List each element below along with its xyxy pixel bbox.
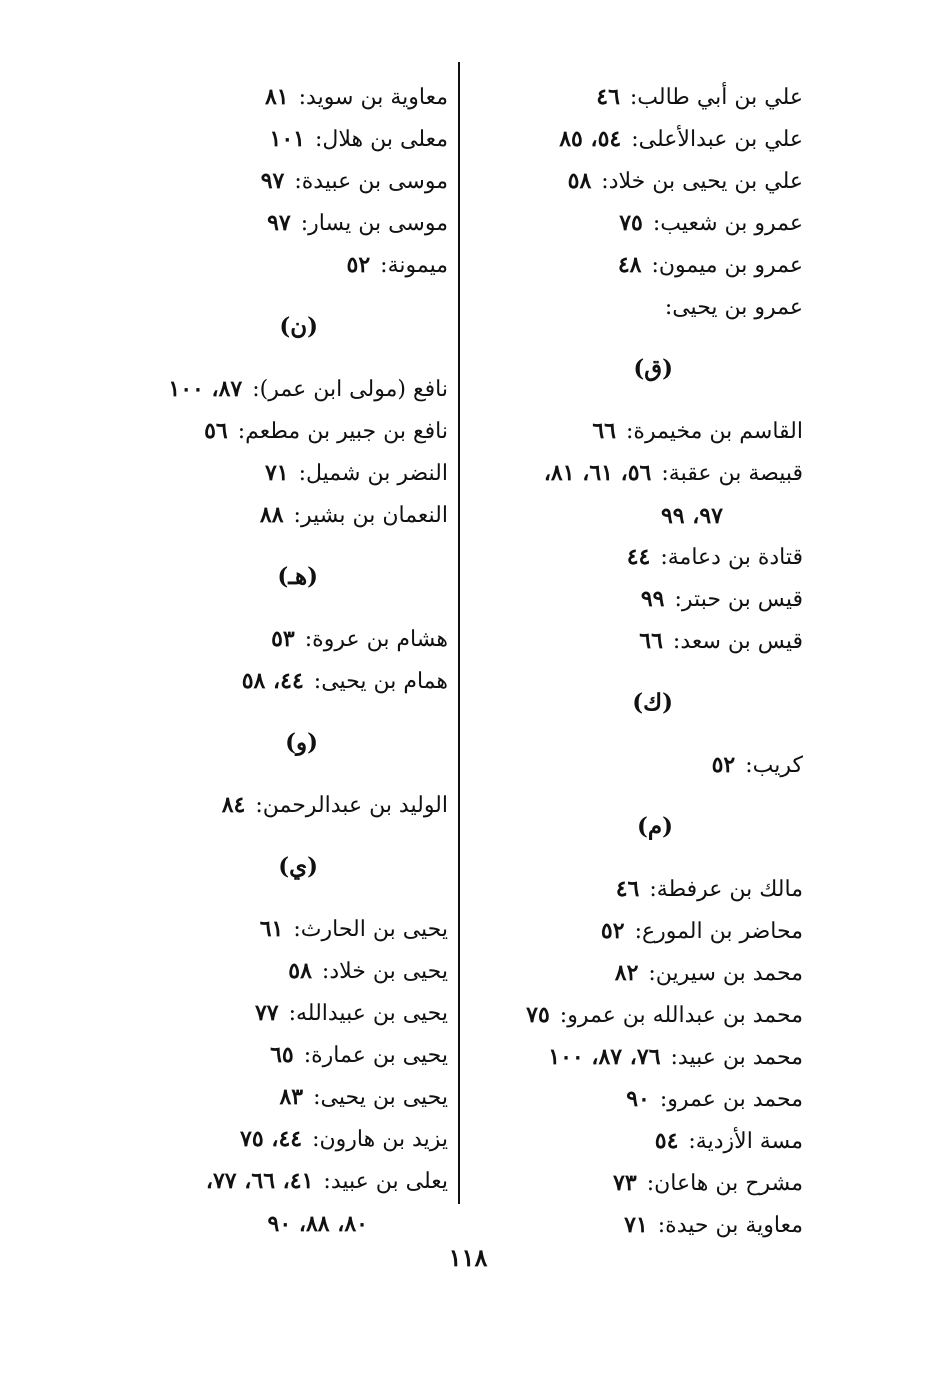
index-entry bbox=[98, 1034, 448, 1076]
entry-name: معلى بن هلال: bbox=[315, 127, 448, 152]
entry-name: النضر بن شميل: bbox=[298, 461, 448, 486]
entry-name: محمد بن عمرو: bbox=[659, 1087, 803, 1112]
entry-page-refs: ٥٨ bbox=[567, 168, 592, 194]
entry-name: علي بن عبدالأعلى: bbox=[631, 127, 803, 152]
index-entry bbox=[443, 1078, 803, 1120]
entry-name: يحيى بن يحيى: bbox=[313, 1085, 448, 1110]
index-entry bbox=[98, 244, 448, 286]
index-entry-line bbox=[168, 377, 448, 402]
index-entry-line bbox=[288, 959, 448, 984]
entry-page-refs: ٤٤ bbox=[626, 544, 651, 570]
section-letter-heading: (ك) bbox=[632, 689, 673, 716]
index-entry bbox=[98, 202, 448, 244]
entry-name: علي بن أبي طالب: bbox=[629, 85, 803, 110]
index-column-left bbox=[98, 76, 448, 1244]
index-entry-line bbox=[619, 211, 803, 236]
index-entry bbox=[98, 660, 448, 702]
entry-page-refs: ٤٤، ٥٨ bbox=[241, 668, 304, 694]
entry-page-refs: ٤١، ٦٦، ٧٧، bbox=[205, 1168, 314, 1194]
index-entry bbox=[98, 618, 448, 660]
index-entry-line bbox=[627, 545, 803, 570]
entry-name: مشرح بن هاعان: bbox=[646, 1171, 803, 1196]
entry-name: نافع (مولى ابن عمر): bbox=[252, 377, 448, 402]
index-entry bbox=[98, 410, 448, 452]
index-entry bbox=[443, 160, 803, 202]
index-entry bbox=[443, 410, 803, 452]
entry-page-refs: ٥٢ bbox=[711, 752, 736, 778]
index-entry-line bbox=[592, 419, 803, 444]
entry-name: محمد بن عبدالله بن عمرو: bbox=[559, 1003, 803, 1028]
entry-name: عمرو بن ميمون: bbox=[651, 253, 803, 278]
index-entry bbox=[443, 244, 803, 286]
index-entry-line bbox=[624, 1213, 803, 1238]
entry-page-refs: ٧٥ bbox=[619, 210, 643, 236]
index-entry-line bbox=[279, 1085, 448, 1110]
index-entry-line bbox=[347, 253, 448, 278]
entry-name: قبيصة بن عقبة: bbox=[661, 461, 803, 486]
entry-name: محمد بن عبيد: bbox=[670, 1045, 803, 1070]
index-entry bbox=[443, 620, 803, 662]
index-entry-line bbox=[98, 1160, 448, 1203]
entry-page-refs: ١٠١ bbox=[269, 126, 305, 152]
entry-page-refs: ٨٢ bbox=[614, 960, 639, 986]
index-entry-line bbox=[265, 461, 448, 486]
entry-name: موسى بن عبيدة: bbox=[294, 169, 448, 194]
entry-page-refs: ٨٨ bbox=[259, 502, 284, 528]
index-entry-line bbox=[559, 127, 803, 152]
index-entry-line bbox=[568, 169, 803, 194]
section-letter-heading: (ن) bbox=[279, 313, 318, 340]
index-entry bbox=[443, 286, 803, 328]
index-entry-line bbox=[526, 1003, 803, 1028]
index-entry bbox=[443, 1036, 803, 1078]
index-entry bbox=[443, 452, 803, 536]
entry-page-refs: ٩٠ bbox=[626, 1086, 650, 1112]
index-entry bbox=[98, 1076, 448, 1118]
entry-page-refs: ٥٤ bbox=[654, 1128, 679, 1154]
index-entry-line bbox=[641, 587, 803, 612]
section-letter-heading: (ق) bbox=[633, 355, 673, 382]
entry-page-refs: ٨١ bbox=[264, 84, 289, 110]
entry-name: مسة الأزدية: bbox=[688, 1129, 803, 1154]
index-entry-line bbox=[548, 1045, 803, 1070]
entry-name: محمد بن سيرين: bbox=[648, 961, 803, 986]
entry-name: هشام بن عروة: bbox=[304, 627, 448, 652]
entry-page-refs: ٤٦ bbox=[596, 84, 620, 110]
index-entry bbox=[443, 868, 803, 910]
entry-name: معاوية بن سويد: bbox=[298, 85, 448, 110]
index-entry-line bbox=[655, 1129, 803, 1154]
index-entry-line bbox=[240, 1127, 448, 1152]
entry-name: مالك بن عرفطة: bbox=[649, 877, 803, 902]
index-entry-line bbox=[242, 669, 448, 694]
index-entry-line bbox=[261, 169, 448, 194]
index-entry bbox=[443, 994, 803, 1036]
section-letter-heading: (و) bbox=[285, 729, 318, 756]
entry-page-refs: ٦١ bbox=[259, 916, 284, 942]
entry-page-refs: ٨٧، ١٠٠ bbox=[168, 376, 243, 402]
entry-page-refs: ٥٢ bbox=[346, 252, 371, 278]
index-entry bbox=[443, 910, 803, 952]
index-entry bbox=[443, 536, 803, 578]
entry-name: النعمان بن بشير: bbox=[293, 503, 448, 528]
entry-page-refs: ٧١ bbox=[624, 1212, 648, 1238]
index-entry-line bbox=[270, 127, 448, 152]
index-entry-line bbox=[271, 627, 448, 652]
entry-name: يعلى بن عبيد: bbox=[323, 1169, 448, 1194]
entry-page-refs: ٤٦ bbox=[615, 876, 640, 902]
index-entry-line bbox=[639, 629, 803, 654]
index-entry bbox=[98, 494, 448, 536]
entry-page-refs: ٥٨ bbox=[288, 958, 312, 984]
entry-page-refs: ٥٦، ٦١، ٨١، bbox=[543, 460, 652, 486]
index-entry bbox=[443, 1162, 803, 1204]
entry-name: كريب: bbox=[745, 753, 803, 778]
section-letter-heading: (ي) bbox=[278, 853, 318, 880]
index-entry bbox=[443, 952, 803, 994]
index-entry-line bbox=[616, 877, 803, 902]
index-entry bbox=[98, 784, 448, 826]
index-entry-line bbox=[655, 295, 803, 320]
index-entry-line bbox=[618, 253, 803, 278]
entry-page-refs: ٦٦ bbox=[592, 418, 616, 444]
index-entry bbox=[98, 950, 448, 992]
index-column-right bbox=[443, 76, 803, 1246]
section-letter-heading: (هـ) bbox=[277, 563, 318, 590]
page-number: ١١٨ bbox=[448, 1243, 488, 1272]
index-entry bbox=[443, 578, 803, 620]
index-entry bbox=[98, 908, 448, 950]
index-entry bbox=[98, 368, 448, 410]
entry-name: عمرو بن شعيب: bbox=[652, 211, 803, 236]
index-entry-line bbox=[260, 503, 448, 528]
entry-page-refs: ٥٦ bbox=[204, 418, 228, 444]
index-entry bbox=[98, 1160, 448, 1244]
index-entry-line bbox=[626, 1087, 803, 1112]
entry-name: عمرو بن يحيى: bbox=[664, 295, 803, 320]
index-entry-line bbox=[443, 452, 803, 495]
entry-page-refs: ٤٨ bbox=[617, 252, 642, 278]
entry-name: يحيى بن الحارث: bbox=[293, 917, 448, 942]
entry-page-refs: ٧٦، ٨٧، ١٠٠ bbox=[548, 1044, 661, 1070]
entry-page-refs: ٦٥ bbox=[270, 1042, 294, 1068]
entry-name: قتادة بن دعامة: bbox=[660, 545, 803, 570]
entry-name: يحيى بن عبيدالله: bbox=[288, 1001, 448, 1026]
entry-page-refs: ٥٣ bbox=[271, 626, 295, 652]
index-entry-line bbox=[260, 917, 448, 942]
index-entry-line bbox=[601, 919, 803, 944]
entry-page-refs: ٧٣ bbox=[613, 1170, 637, 1196]
index-entry bbox=[98, 1118, 448, 1160]
index-entry-line bbox=[613, 1171, 803, 1196]
index-entry bbox=[98, 992, 448, 1034]
index-entry-line bbox=[712, 753, 803, 778]
index-entry bbox=[98, 452, 448, 494]
entry-page-refs: ٨٤ bbox=[221, 792, 246, 818]
entry-page-refs: ٩٧ bbox=[267, 210, 291, 236]
entry-name: نافع بن جبير بن مطعم: bbox=[237, 419, 448, 444]
column-divider bbox=[458, 62, 460, 1204]
entry-name: قيس بن حبتر: bbox=[674, 587, 803, 612]
entry-page-refs-continued: ٩٧، ٩٩ bbox=[660, 503, 723, 529]
entry-name: يحيى بن عمارة: bbox=[303, 1043, 448, 1068]
index-entry bbox=[98, 76, 448, 118]
index-entry bbox=[443, 1204, 803, 1246]
index-entry-line bbox=[270, 1043, 448, 1068]
entry-page-refs: ٧٧ bbox=[254, 1000, 279, 1026]
entry-page-refs: ٧١ bbox=[264, 460, 289, 486]
index-entry-line bbox=[204, 419, 448, 444]
index-entry bbox=[443, 202, 803, 244]
entry-page-refs: ٥٤، ٨٥ bbox=[559, 126, 622, 152]
entry-name: قيس بن سعد: bbox=[672, 629, 803, 654]
index-entry bbox=[443, 744, 803, 786]
entry-name: علي بن يحيى بن خلاد: bbox=[601, 169, 803, 194]
entry-page-refs: ٨٣ bbox=[279, 1084, 304, 1110]
entry-name: ميمونة: bbox=[380, 253, 448, 278]
index-entry bbox=[98, 160, 448, 202]
entry-name: محاضر بن المورع: bbox=[634, 919, 803, 944]
entry-name: موسى بن يسار: bbox=[300, 211, 448, 236]
index-entry bbox=[98, 118, 448, 160]
entry-page-refs-continued: ٨٠، ٨٨، ٩٠ bbox=[267, 1211, 368, 1237]
entry-name: معاوية بن حيدة: bbox=[657, 1213, 803, 1238]
entry-name: همام بن يحيى: bbox=[313, 669, 448, 694]
index-entry-line bbox=[222, 793, 448, 818]
index-entry-line bbox=[265, 85, 448, 110]
section-letter-heading: (م) bbox=[636, 813, 673, 840]
entry-page-refs: ٩٩ bbox=[640, 586, 665, 612]
index-entry-line bbox=[596, 85, 803, 110]
entry-page-refs: ٧٥ bbox=[526, 1002, 550, 1028]
index-entry bbox=[443, 1120, 803, 1162]
index-entry bbox=[443, 118, 803, 160]
entry-page-refs: ٥٢ bbox=[600, 918, 625, 944]
entry-page-refs: ٦٦ bbox=[639, 628, 663, 654]
entry-page-refs: ٩٧ bbox=[260, 168, 285, 194]
entry-name: الوليد بن عبدالرحمن: bbox=[255, 793, 448, 818]
entry-name: يحيى بن خلاد: bbox=[321, 959, 448, 984]
index-entry-line bbox=[267, 211, 448, 236]
index-entry-line bbox=[615, 961, 803, 986]
entry-page-refs: ٤٤، ٧٥ bbox=[240, 1126, 303, 1152]
entry-name: القاسم بن مخيمرة: bbox=[626, 419, 803, 444]
index-entry bbox=[443, 76, 803, 118]
entry-name: يزيد بن هارون: bbox=[312, 1127, 448, 1152]
index-entry-line bbox=[255, 1001, 448, 1026]
